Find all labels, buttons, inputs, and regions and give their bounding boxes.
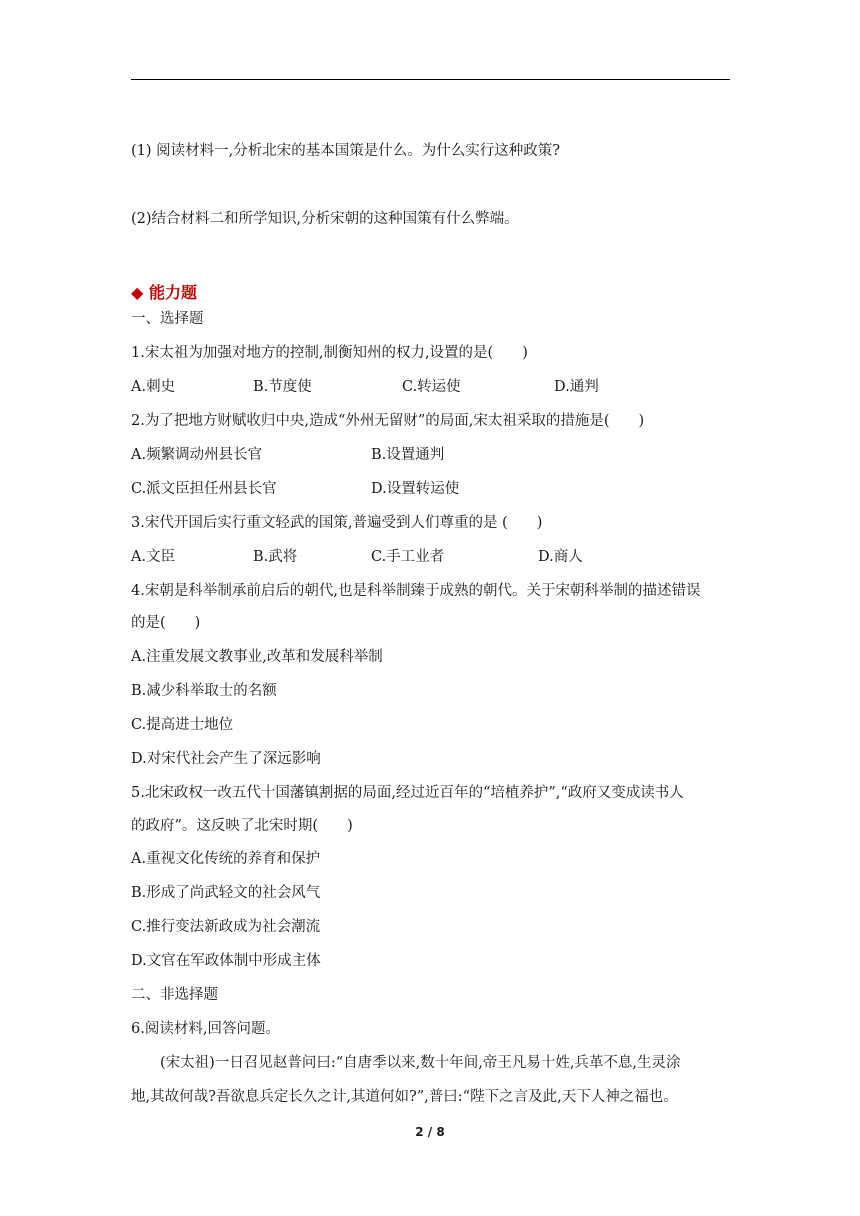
q3-option-a: A.文臣 (131, 549, 176, 565)
part-1-title: 一、选择题 (131, 311, 204, 327)
q1-option-b: B.节度使 (253, 379, 312, 395)
q6-stem: 6.阅读材料,回答问题。 (131, 1021, 280, 1037)
q3-stem: 3.宋代开国后实行重文轻武的国策,普遍受到人们尊重的是 ( ) (131, 515, 543, 531)
q2-option-a: A.频繁调动州县长官 (131, 447, 263, 463)
question-1: (1) 阅读材料一,分析北宋的基本国策是什么。为什么实行这种政策? (131, 143, 561, 159)
q4-stem-line-2: 的是( ) (131, 615, 201, 631)
q3-option-d: D.商人 (538, 549, 583, 565)
q4-stem-line-1: 4.宋朝是科举制承前启后的朝代,也是科举制臻于成熟的朝代。关于宋朝科举制的描述错误 (131, 583, 701, 599)
q3-option-c: C.手工业者 (371, 549, 445, 565)
q5-option-a: A.重视文化传统的养育和保护 (131, 851, 321, 867)
q1-option-a: A.刺史 (131, 379, 176, 395)
part-2-title: 二、非选择题 (131, 987, 218, 1003)
q5-option-c: C.推行变法新政成为社会潮流 (131, 919, 321, 935)
section-title: 能力题 (149, 283, 198, 302)
q5-option-d: D.文官在军政体制中形成主体 (131, 953, 321, 969)
q5-stem-line-1: 5.北宋政权一改五代十国藩镇割据的局面,经过近百年的“培植养护”,“政府又变成读书人 (131, 785, 684, 801)
q2-option-c: C.派文臣担任州县长官 (131, 481, 277, 497)
q2-stem: 2.为了把地方财赋收归中央,造成“外州无留财”的局面,宋太祖采取的措施是( ) (131, 413, 645, 429)
q2-option-d: D.设置转运使 (371, 481, 460, 497)
q2-option-b: B.设置通判 (371, 447, 445, 463)
q5-option-b: B.形成了尚武轻文的社会风气 (131, 885, 321, 901)
q6-material-line-1: (宋太祖)一日召见赵普问曰:“自唐季以来,数十年间,帝王凡易十姓,兵革不息,生灵涂 (160, 1055, 681, 1071)
header-rule (131, 79, 730, 80)
q4-option-b: B.减少科举取士的名额 (131, 683, 277, 699)
page-number: 2 / 8 (415, 1125, 445, 1139)
q4-option-d: D.对宋代社会产生了深远影响 (131, 751, 321, 767)
question-2: (2)结合材料二和所学知识,分析宋朝的这种国策有什么弊端。 (131, 211, 519, 227)
q1-option-d: D.通判 (554, 379, 599, 395)
q4-option-c: C.提高进士地位 (131, 717, 234, 733)
q1-stem: 1.宋太祖为加强对地方的控制,制衡知州的权力,设置的是( ) (131, 345, 528, 361)
section-heading (131, 283, 197, 303)
q4-option-a: A.注重发展文教事业,改革和发展科举制 (131, 649, 383, 665)
q6-material-line-2: 地,其故何哉?吾欲息兵定长久之计,其道何如?”,普曰:“陛下之言及此,天下人神之福也。 (131, 1089, 678, 1105)
q5-stem-line-2: 的政府”。这反映了北宋时期( ) (131, 818, 353, 834)
q3-option-b: B.武将 (253, 549, 298, 565)
diamond-icon: ◆ (131, 283, 144, 302)
q1-option-c: C.转运使 (402, 379, 461, 395)
